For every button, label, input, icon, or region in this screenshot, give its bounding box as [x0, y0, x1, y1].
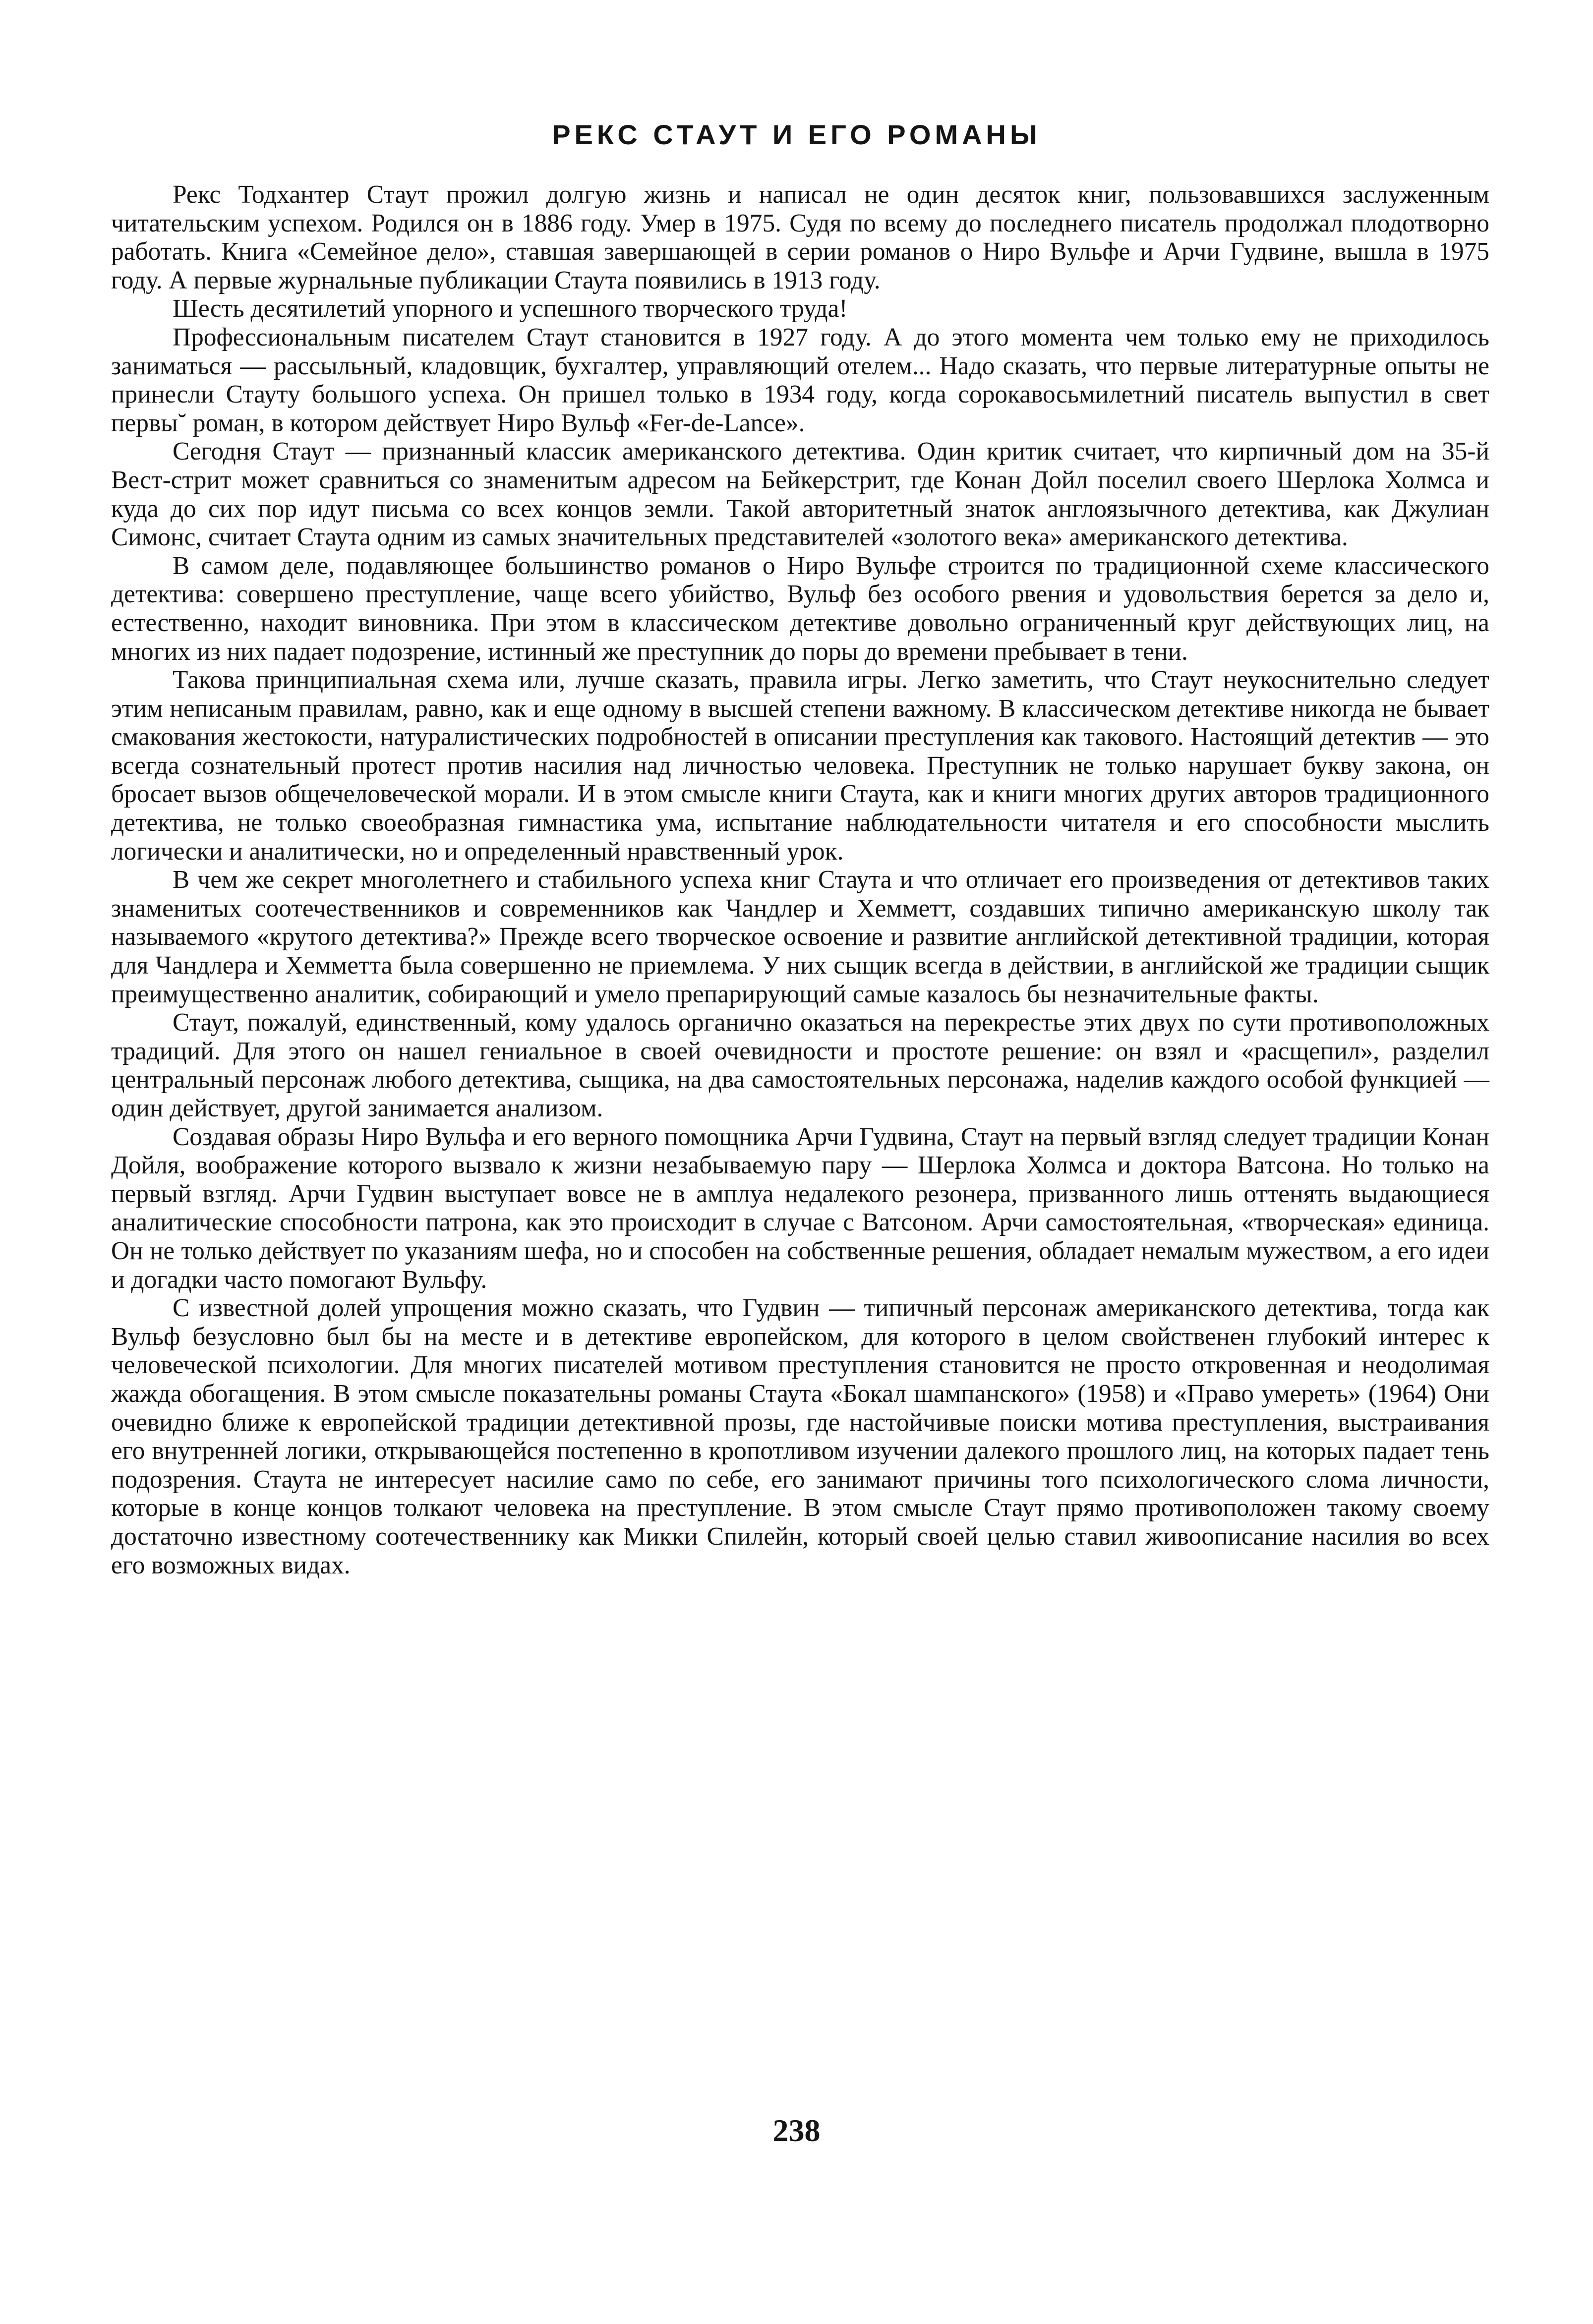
paragraph: Профессиональным писателем Стаут становится в 1927 году. А до этого момента чем только ему не приходилось заниматься — рассыльный, кладовщик, бухгалтер, управляющий отелем... Надо сказать, что первые литературные опыты не принесли Стауту большого успеха. Он пришел только в 1934 году, когда сорокавосьмилетний писатель выпустил в свет первы˘ роман, в котором действует Ниро Вульф «Fer-de-Lance».: [111, 323, 1489, 437]
paragraph: С известной долей упрощения можно сказать, что Гудвин — типичный персонаж американского детектива, тогда как Вульф безусловно был бы на месте и в детективе европейском, для которого в целом свойственен глубокий интерес к человеческой психологии. Для многих писателей мотивом преступления становится не просто откровенная и неодолимая жажда обогащения. В этом смысле показательны романы Стаута «Бокал шампанского» (1958) и «Право умереть» (1964) Они очевидно ближе к европейской традиции детективной прозы, где настойчивые поиски мотива преступления, выстраивания его внутренней логики, открывающейся постепенно в кропотливом изучении далекого прошлого лиц, на которых падает тень подозрения. Стаута не интересует насилие само по себе, его занимают причины того психологического слома личности, которые в конце концов толкают человека на преступление. В этом смысле Стаут прямо противоположен такому своему достаточно известному соотечественнику как Микки Спилейн, который своей целью ставил живоописание насилия во всех его возможных видах.: [111, 1294, 1489, 1579]
paragraph: Рекс Тодхантер Стаут прожил долгую жизнь и написал не один десяток книг, пользовавшихся заслуженным читательским успехом. Родился он в 1886 году. Умер в 1975. Судя по всему до последнего писатель продолжал плодотворно работать. Книга «Семейное дело», ставшая завершающей в серии романов о Ниро Вульфе и Арчи Гудвине, вышла в 1975 году. А первые журнальные публикации Стаута появились в 1913 году.: [111, 180, 1489, 294]
paragraph: Такова принципиальная схема или, лучше сказать, правила игры. Легко заметить, что Стаут неукоснительно следует этим неписаным правилам, равно, как и еще одному в высшей степени важному. В классическом детективе никогда не бывает смакования жестокости, натуралистических подробностей в описании преступления как такового. Настоящий детектив — это всегда сознательный протест против насилия над личностью человека. Преступник не только нарушает букву закона, он бросает вызов общечеловеческой морали. И в этом смысле книги Стаута, как и книги многих других авторов традиционного детектива, не только своеобразная гимнастика ума, испытание наблюдательности читателя и его способности мыслить логически и аналитически, но и определенный нравственный урок.: [111, 666, 1489, 866]
page-title: РЕКС СТАУТ И ЕГО РОМАНЫ: [552, 119, 1041, 150]
paragraph: В самом деле, подавляющее большинство романов о Ниро Вульфе строится по традиционной схеме классического детектива: совершено преступление, чаще всего убийство, Вульф без особого рвения и удовольствия берется за дело и, естественно, находит виновника. При этом в классическом детективе довольно ограниченный круг действующих лиц, на многих из них падает подозрение, истинный же преступник до поры до времени пребывает в тени.: [111, 551, 1489, 666]
paragraph: Стаут, пожалуй, единственный, кому удалось органично оказаться на перекрестье этих двух по сути противоположных традиций. Для этого он нашел гениальное в своей очевидности и простоте решение: он взял и «расщепил», разделил центральный персонаж любого детектива, сыщика, на два самостоятельных персонажа, наделив каждого особой функцией — один действует, другой занимается анализом.: [111, 1008, 1489, 1122]
paragraph: Создавая образы Ниро Вульфа и его верного помощника Арчи Гудвина, Стаут на первый взгляд следует традиции Конан Дойля, воображение которого вызвало к жизни незабываемую пару — Шерлока Холмса и доктора Ватсона. Но только на первый взгляд. Арчи Гудвин выступает вовсе не в амплуа недалекого резонера, призванного лишь оттенять выдающиеся аналитические способности патрона, как это происходит в случае с Ватсоном. Арчи самостоятельная, «творческая» единица. Он не только действует по указаниям шефа, но и способен на собственные решения, обладает немалым мужеством, а его идеи и догадки часто помогают Вульфу.: [111, 1122, 1489, 1294]
page-number: 238: [772, 2113, 821, 2148]
article-body: [111, 180, 1489, 1579]
paragraph: Шесть десятилетий упорного и успешного творческого труда!: [173, 294, 848, 323]
paragraph: Сегодня Стаут — признанный классик американского детектива. Один критик считает, что кирпичный дом на 35-й Вест-стрит может сравниться со знаменитым адресом на Бейкерстрит, где Конан Дойл поселил своего Шерлока Холмса и куда до сих пор идут письма со всех концов земли. Такой авторитетный знаток англоязычного детектива, как Джулиан Симонс, считает Стаута одним из самых значительных представителей «золотого века» американского детектива.: [111, 437, 1489, 552]
paragraph: В чем же секрет многолетнего и стабильного успеха книг Стаута и что отличает его произведения от детективов таких знаменитых соотечественников и современников как Чандлер и Хемметт, создавших типично американскую школу так называемого «крутого детектива?» Прежде всего творческое освоение и развитие английской детективной традиции, которая для Чандлера и Хемметта была совершенно не приемлема. У них сыщик всегда в действии, в английской же традиции сыщик преимущественно аналитик, собирающий и умело препарирующий самые казалось бы незначительные факты.: [111, 866, 1489, 1008]
